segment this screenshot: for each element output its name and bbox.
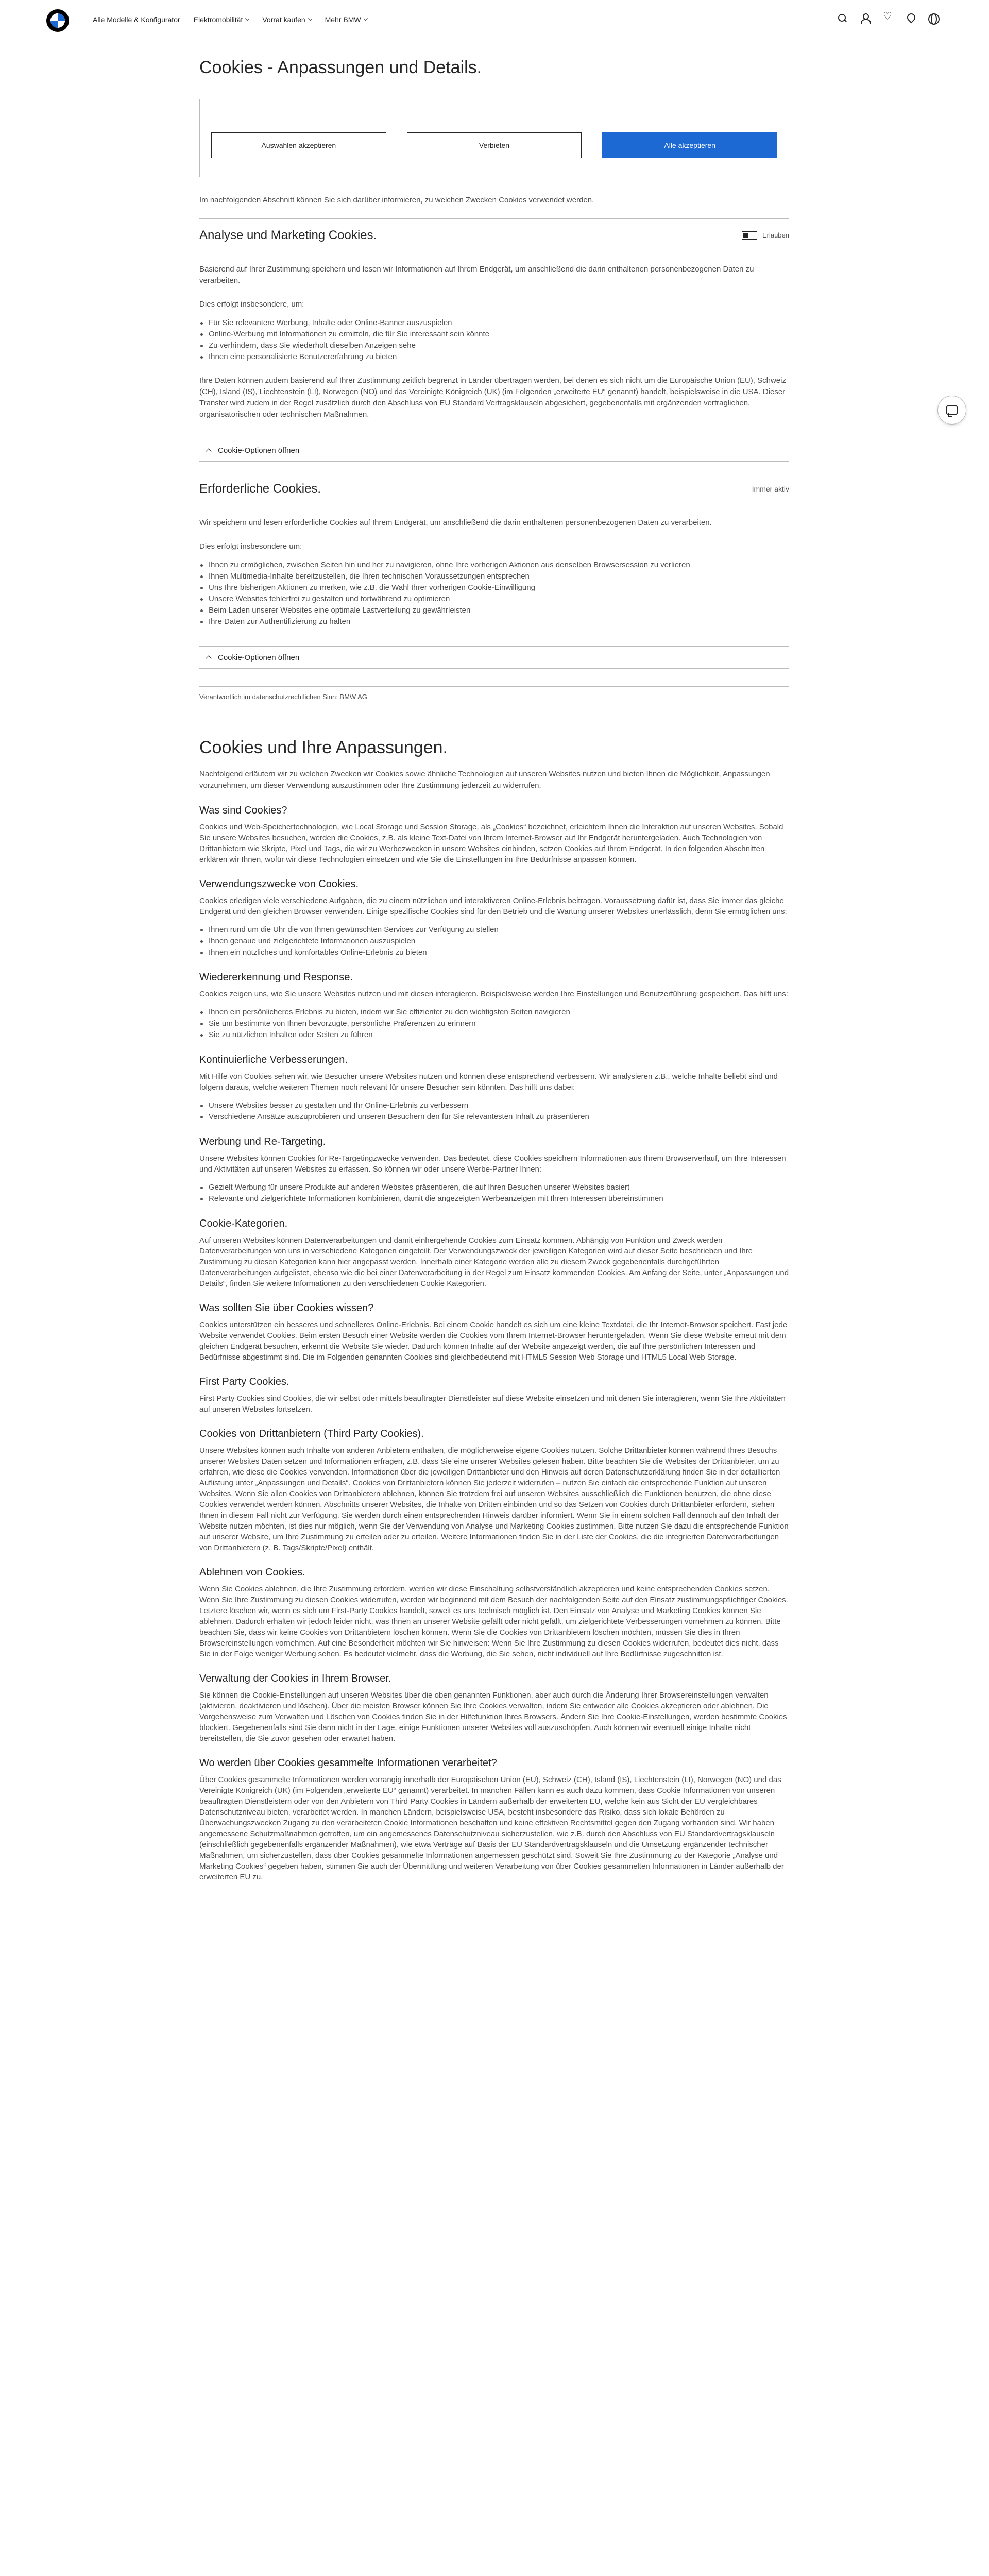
list-item: Ihnen eine personalisierte Benutzererfahrung zu bieten xyxy=(199,351,789,363)
globe-icon[interactable] xyxy=(928,13,937,23)
chevron-up-icon xyxy=(206,655,211,661)
section-heading: Verwaltung der Cookies in Ihrem Browser. xyxy=(199,1673,391,1684)
list-item: Uns Ihre bisherigen Aktionen zu merken, wie z.B. die Wahl Ihrer vorherigen Cookie-Einwilligung xyxy=(199,582,789,594)
necessary-p1: Wir speichern und lesen erforderliche Cookies auf Ihrem Endgerät, um anschließend die darin enthaltenen personenbezogenen Daten zu verarbeiten. xyxy=(199,518,712,527)
list-item: Ihnen rund um die Uhr die von Ihnen gewünschten Services zur Verfügung zu stellen xyxy=(199,924,789,936)
accept-all-button[interactable]: Alle akzeptieren xyxy=(602,132,777,158)
section-text: Cookies und Web-Speichertechnologien, wie Local Storage und Session Storage, als „Cookies“ bezeichnet, erleichtern Ihnen die Interaktion auf unseren Websites. Sobald Sie unsere Websites besuchen, werden die Cookies, z.B. als kleine Text-Datei von Ihrem Internet-Browser auf Ihr Endgerät heruntergeladen. Auch Technologien von Drittanbietern wie Skripte, Pixel und Tags, die wir zu Werbezwecken in unsere Websites einbinden, setzen Cookies auf Ihrem Endgerät. In den folgenden Abschnitten erklären wir Ihnen, wofür wir diese Technologien einsetzen und wie Sie die Einstellungen im Ihre Bedürfnisse anpassen können. xyxy=(199,823,783,864)
list-item: Ihnen ein nützliches und komfortables Online-Erlebnis zu bieten xyxy=(199,947,789,958)
necessary-options-toggle[interactable]: Cookie-Optionen öffnen xyxy=(199,646,789,669)
list-item: Verschiedene Ansätze auszuprobieren und unseren Besuchern den für Sie relevantesten Inhalt zu präsentieren xyxy=(199,1111,789,1123)
policy-sections xyxy=(199,805,789,1883)
chat-icon[interactable] xyxy=(937,396,966,425)
chevron-down-icon xyxy=(308,16,312,21)
section-list xyxy=(199,1100,789,1123)
section-heading: Wiedererkennung und Response. xyxy=(199,972,353,983)
analysis-toggle-label: Erlauben xyxy=(762,231,789,239)
section-text: Cookies zeigen uns, wie Sie unsere Websites nutzen und mit diesen interagieren. Beispielsweise werden Ihre Einstellungen und Benutzerführung gespeichert. Das hilft uns: xyxy=(199,990,788,998)
reject-button[interactable]: Verbieten xyxy=(407,132,582,158)
chevron-down-icon xyxy=(245,16,249,21)
necessary-cookies-heading: Erforderliche Cookies. xyxy=(199,481,321,496)
section-text: Über Cookies gesammelte Informationen werden vorrangig innerhalb der Europäischen Union (EU), Schweiz (CH), Island (IS), Liechtenstein (LI), Norwegen (NO) und das Vereinigte Königreich (UK) (im Folgenden „erweiterte EU“ genannt) verarbeitet. In manchen Fällen kann es auch dazu kommen, dass Cookie Informationen von unseren beauftragten Dienstleistern oder von den Anbietern von Third Party Cookies in Ländern außerhalb der erweiterten EU, welche kein aus Sicht der EU vergleichbares Datenschutzniveau bieten, verarbeitet werden. In manchen Ländern, beispielsweise USA, besteht insbesondere das Risiko, dass sich lokale Behörden zu Überwachungszwecken Zugang zu den verarbeiteten Cookie Informationen beschaffen und keine effektiven Rechtsmittel gegen den Zugang vorhanden sind. Wir haben angemessene Schutzmaßnahmen getroffen, um ein angemessenes Datenschutzniveau sicherzustellen, wie z.B. durch den Abschluss von EU Standardvertragsklauseln (einschließlich gegebenenfalls ergänzender Maßnahmen), wie etwa Verträge auf Basis der EU Standardvertragsklauseln und die Umsetzung ergänzender technischer Maßnahmen, um sicherzustellen, dass über Cookies gesammelte Informationen angemessen geschützt sind. Soweit Sie Ihre Zustimmung zu der Kategorie „Analyse und Marketing Cookies“ gegeben haben, stimmen Sie auch der Übermittlung und weiteren Verarbeitung von über Cookies gesammelten Informationen in Länder außerhalb der erweiterten EU zu. xyxy=(199,1775,784,1882)
site-header xyxy=(0,0,989,41)
user-icon[interactable] xyxy=(860,13,869,23)
nav-item-models[interactable]: Alle Modelle & Konfigurator xyxy=(93,15,180,24)
location-pin-icon[interactable] xyxy=(906,13,915,23)
necessary-body xyxy=(199,517,789,628)
section-heading: Was sollten Sie über Cookies wissen? xyxy=(199,1302,374,1314)
analysis-cookies-heading: Analyse und Marketing Cookies. xyxy=(199,228,377,242)
analysis-list xyxy=(199,317,789,363)
list-item: Gezielt Werbung für unsere Produkte auf anderen Websites präsentieren, die auf Ihren Besuchen unserer Websites basiert xyxy=(199,1182,789,1193)
nav-item-electro[interactable]: Elektromobilität xyxy=(194,15,249,24)
list-item: Online-Werbung mit Informationen zu ermitteln, die für Sie interessant sein könnte xyxy=(199,329,789,340)
list-item: Für Sie relevantere Werbung, Inhalte oder Online-Banner auszuspielen xyxy=(199,317,789,329)
list-item: Ihnen ein persönlicheres Erlebnis zu bieten, indem wir Sie effizienter zu den wichtigsten Seiten navigieren xyxy=(199,1007,789,1018)
section-heading: Kontinuierliche Verbesserungen. xyxy=(199,1054,348,1065)
main-nav xyxy=(93,15,367,24)
list-item: Ihnen Multimedia-Inhalte bereitzustellen, die Ihren technischen Voraussetzungen entsprechen xyxy=(199,571,789,582)
bmw-logo[interactable] xyxy=(46,9,69,32)
analysis-options-toggle[interactable]: Cookie-Optionen öffnen xyxy=(199,439,789,462)
necessary-cookies-header xyxy=(199,472,789,505)
list-item: Beim Laden unserer Websites eine optimale Lastverteilung zu gewährleisten xyxy=(199,605,789,616)
section-heading: Cookies von Drittanbietern (Third Party Cookies). xyxy=(199,1428,424,1439)
analysis-p1: Basierend auf Ihrer Zustimmung speichern und lesen wir Informationen auf Ihrem Endgerät, um anschließend die darin enthaltenen personenbezogenen Daten zu verarbeiten. xyxy=(199,265,754,285)
section-text: Unsere Websites können auch Inhalte von anderen Anbietern enthalten, die möglicherweise eigene Cookies nutzen. Solche Drittanbieter können während Ihres Besuchs unserer Websites Daten setzen und Informationen erfragen, z.B. dass Sie eine unserer Websites gelesen haben. Bitte beachten Sie die Websites der Drittanbieter, um zu erfahren, wie diese die Cookies verwenden. Informationen über die jeweiligen Drittanbieter und den Hinweis auf deren Datenschutzerklärung finden Sie in der detaillierten Auflistung unter „Anpassungen und Details“. Cookies von Drittanbietern können Sie jederzeit widerrufen – nutzen Sie einfach die entsprechende Funktion auf unseren Websites. Wenn Sie allen Cookies von Drittanbietern ablehnen, können Sie trotzdem frei auf unseren Websites ausschließlich die Funktionen benutzen, die ohne diese Cookies verwendet werden können. Abschnitts unserer Websites, die Inhalte von Dritten einbinden und so das Setzen von Cookies durch Drittanbieter erfordern, stehen Ihnen in diesem Fall nicht zur Verfügung. Sie werden durch einen entsprechenden Hinweis darüber informiert. Wenn Sie in einem solchen Fall dennoch auf den Inhalt der Website nutzen möchten, ist dies nur möglich, wenn Sie der Verwendung von Analyse und Marketing Cookies zustimmen. Bitte nutzen Sie dazu die entsprechende Funktion auf unserer Website, um Ihre Zustimmung zu erteilen oder zu erteilen. Weitere Informationen finden Sie in der Liste der Cookies, die die integrierten Datenverarbeitungen von Drittanbietern (z. B. Tags/Skripte/Pixel) enthält. xyxy=(199,1446,789,1552)
list-item: Relevante und zielgerichtete Informationen kombinieren, damit die angezeigten Werbeanzeigen mit Ihren Interessen übereinstimmen xyxy=(199,1193,789,1205)
responsible-note: Verantwortlich im datenschutzrechtlichen Sinn: BMW AG xyxy=(199,686,789,701)
section-text: Sie können die Cookie-Einstellungen auf unseren Websites über die oben genannten Funktionen, aber auch durch die Änderung Ihrer Browsereinstellungen verwalten (aktivieren, deaktivieren und löschen). Über die meisten Browser können Sie Ihre Cookies verwalten, indem Sie entweder alle Cookies akzeptieren oder ablehnen. Die Vorgehensweise zum Verwalten und Löschen von Cookies finden Sie in der Hilfefunktion Ihres Browsers. Ändern Sie Ihre Cookie-Einstellungen, werden bestimmte Cookies blockiert. Gegebenenfalls sind Sie dann nicht in der Lage, einige Funktionen unserer Websites voll auszuschöpfen. Auch können wir eventuell einige Inhalte nicht bereitstellen, die Sie zuvor gesehen oder erwartet haben. xyxy=(199,1691,787,1743)
accept-selection-button[interactable]: Auswahlen akzeptieren xyxy=(211,132,386,158)
page-title: Cookies - Anpassungen und Details. xyxy=(199,58,482,77)
always-active-label: Immer aktiv xyxy=(752,484,789,493)
section-text: Wenn Sie Cookies ablehnen, die Ihre Zustimmung erfordern, werden wir diese Einschaltung selbstverständlich akzeptieren und keine entsprechenden Cookies setzen. Wenn Sie Ihre Zustimmung zu diesen Cookies widerrufen, werden wir beginnend mit dem Besuch der nachfolgenden Seite auf den Einsatz zustimmungspflichtiger Cookies. Letztere löschen wir, wenn es sich um First-Party Cookies handelt, soweit es uns technisch möglich ist. Den Einsatz von Analyse und Marketing Cookies können Sie ablehnen. Dadurch erhalten wir jedoch leider nicht, was Ihnen an unserer Website gefällt oder nicht gefällt, um zielgerichtete Verbesserungen vornehmen zu können. Bitte beachten Sie, dass wir keine Cookies von Drittanbietern löschen können. Wenn Sie die Cookies von Drittanbietern löschen möchten, müssen Sie dies in Ihren Browsereinstellungen vornehmen. Auf eine Besonderheit möchten wir Sie hinweisen: Wenn Sie Ihre Zustimmung zu diesen Cookies widerrufen, bedeutet dies nicht, dass Sie in der Folge weniger Werbung sehen. Es bedeutet vielmehr, dass die Werbung, die Sie sehen, nicht individuell auf Ihre Bedürfnisse zugeschnitten ist. xyxy=(199,1585,788,1658)
list-item: Zu verhindern, dass Sie wiederholt dieselben Anzeigen sehe xyxy=(199,340,789,351)
section-text: Cookies erledigen viele verschiedene Aufgaben, die zu einem nützlichen und interaktiveren Online-Erlebnis beitragen. Voraussetzung dafür ist, dass Sie immer das gleiche Endgerät und den gleichen Browser verwenden. Einige spezifische Cookies sind für den Betrieb und die Wartung unserer Websites unerlässlich, denn Sie ermöglichen uns: xyxy=(199,896,787,916)
list-item: Ihnen genaue und zielgerichtete Informationen auszuspielen xyxy=(199,936,789,947)
chevron-down-icon xyxy=(363,16,367,21)
section-heading: Verwendungszwecke von Cookies. xyxy=(199,878,359,890)
analysis-body xyxy=(199,264,789,420)
consent-button-box xyxy=(199,99,789,177)
analysis-cookies-header xyxy=(199,218,789,251)
list-item: Unsere Websites fehlerfrei zu gestalten und fortwährend zu optimieren xyxy=(199,594,789,605)
section-text: Cookies unterstützen ein besseres und schnelleres Online-Erlebnis. Bei einem Cookie handelt es sich um eine kleine Textdatei, die Ihr Internet-Browser speichert. Fast jede Website verwendet Cookies. Beim ersten Besuch einer Website werden die Cookies vom Ihrem Internet-Browser heruntergeladen. Wenn Sie diese Website erneut mit dem gleichen Endgerät besuchen, erkennt die Website Sie wieder. Dadurch können Inhalte auf der Website angezeigt werden, die auf Ihre persönlichen Interessen und Bedürfnisse abgestimmt sind. Die im Folgenden genannten Cookies sind gleichbedeutend mit HTML5 Session Web Storage und HTML5 Local Web Storage. xyxy=(199,1320,788,1362)
nav-item-more[interactable]: Mehr BMW xyxy=(325,15,367,24)
heart-icon[interactable] xyxy=(883,13,892,23)
list-item: Ihre Daten zur Authentifizierung zu halten xyxy=(199,616,789,628)
policy-intro: Nachfolgend erläutern wir zu welchen Zwecken wir Cookies sowie ähnliche Technologien auf unseren Websites nutzen und bieten Ihnen die Möglichkeit, Anpassungen vorzunehmen, um dieser Verwendung auszustimmen oder Ihre Zustimmung jederzeit zu widerrufen. xyxy=(199,770,770,790)
search-icon[interactable] xyxy=(838,13,847,23)
nav-item-stock[interactable]: Vorrat kaufen xyxy=(262,15,311,24)
analysis-p2: Dies erfolgt insbesondere, um: xyxy=(199,300,304,309)
list-item: Sie zu nützlichen Inhalten oder Seiten zu führen xyxy=(199,1029,789,1041)
section-list xyxy=(199,924,789,958)
analysis-p3: Ihre Daten können zudem basierend auf Ihrer Zustimmung zeitlich begrenzt in Länder übertragen werden, bei denen es sich nicht um die Europäische Union (EU), Schweiz (CH), Island (IS), Liechtenstein (LI), Norwegen (NO) und das Vereinigte Königreich (UK) (im Folgenden „erweiterte EU“ genannt) handelt, beispielsweise in die USA. Dieser Transfer wird zudem in der Regel zusätzlich durch den Abschluss von EU Standard Vertragsklauseln abgesichert, gegebenenfalls mit ergänzenden vertraglichen, organisatorischen oder technischen Maßnahmen. xyxy=(199,376,786,419)
header-icons xyxy=(838,13,937,23)
list-item: Unsere Websites besser zu gestalten und Ihr Online-Erlebnis zu verbessern xyxy=(199,1100,789,1111)
cookies-intro: Im nachfolgenden Abschnitt können Sie sich darüber informieren, zu welchen Zwecken Cookies verwendet werden. xyxy=(199,196,594,205)
section-heading: First Party Cookies. xyxy=(199,1376,289,1387)
necessary-list xyxy=(199,560,789,628)
analysis-toggle[interactable] xyxy=(742,231,757,240)
analysis-toggle-wrap xyxy=(742,231,789,240)
policy-title: Cookies und Ihre Anpassungen. xyxy=(199,738,448,757)
section-list xyxy=(199,1182,789,1205)
section-text: Unsere Websites können Cookies für Re-Targetingzwecke verwenden. Das bedeutet, diese Cookies speichern Informationen aus Ihrem Browserverlauf, um Ihre Interessen und Aktivitäten auf unseren Websites zu erfassen. So können wir oder unsere Werbe-Partner Ihnen: xyxy=(199,1154,786,1174)
main-content xyxy=(199,41,789,1883)
necessary-p2: Dies erfolgt insbesondere um: xyxy=(199,542,302,551)
section-heading: Ablehnen von Cookies. xyxy=(199,1567,305,1578)
section-heading: Wo werden über Cookies gesammelte Informationen verarbeitet? xyxy=(199,1757,497,1769)
section-heading: Cookie-Kategorien. xyxy=(199,1218,288,1229)
chevron-up-icon xyxy=(206,448,211,454)
section-text: First Party Cookies sind Cookies, die wir selbst oder mittels beauftragter Dienstleister auf diese Website einsetzen und mit denen Sie interagieren, wenn Sie Ihre Aktivitäten auf unseren Websites fortsetzen. xyxy=(199,1394,786,1414)
section-heading: Werbung und Re-Targeting. xyxy=(199,1136,326,1147)
section-list xyxy=(199,1007,789,1041)
list-item: Sie um bestimmte von Ihnen bevorzugte, persönliche Präferenzen zu erinnern xyxy=(199,1018,789,1029)
section-text: Mit Hilfe von Cookies sehen wir, wie Besucher unsere Websites nutzen und können diese entsprechend verbessern. Wir analysieren z.B., welche Inhalte beliebt sind und folgern daraus, welche weiteren Themen noch relevant für unsere Besucher sein könnten. Das hilft uns dabei: xyxy=(199,1072,778,1092)
section-text: Auf unseren Websites können Datenverarbeitungen und damit einhergehende Cookies zum Einsatz kommen. Abhängig von Funktion und Zweck werden Datenverarbeitungen von uns in verschiedene Kategorien eingeteilt. Der Verwendungszweck der jeweiligen Kategorien wird auf dieser Seite beschrieben und Ihre Zustimmung zu diesen Kategorien kann hier angepasst werden. Innerhalb einer Kategorie werden alle zu diesem Zweck gegebenenfalls durchgeführten Datenverarbeitungen aufgelistet, ebenso wie die bei einer Datenverarbeitung in der Regel zum Einsatz kommenden Cookies. Am Anfang der Seite, unter „Anpassungen und Details“, finden Sie weitere Informationen zu den verschiedenen Cookie Kategorien. xyxy=(199,1236,789,1288)
list-item: Ihnen zu ermöglichen, zwischen Seiten hin und her zu navigieren, ohne Ihre vorherigen Aktionen aus denselben Browsersession zu verlieren xyxy=(199,560,789,571)
section-heading: Was sind Cookies? xyxy=(199,805,287,816)
